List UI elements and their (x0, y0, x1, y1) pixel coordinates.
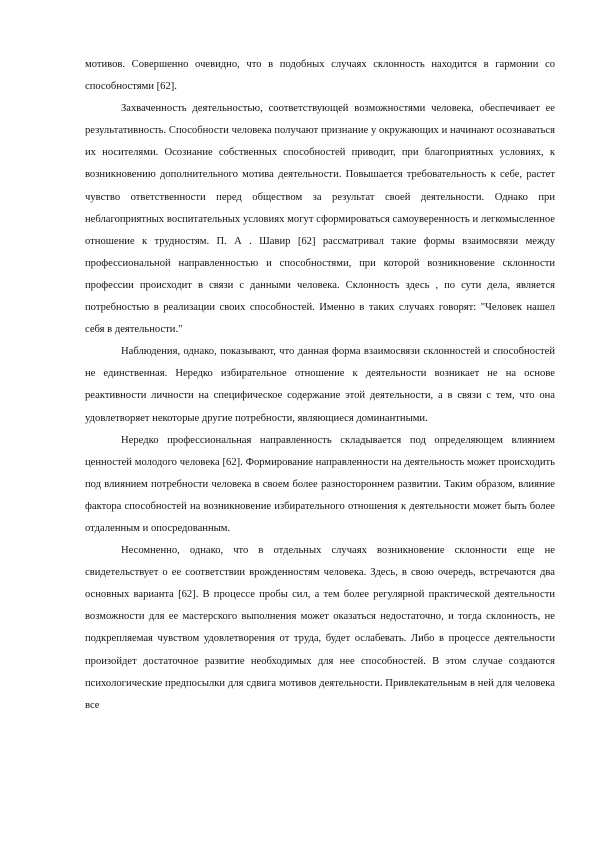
paragraph-1: мотивов. Совершенно очевидно, что в подобных случаях склонность находится в гармонии со способностями [62]. (85, 59, 555, 93)
document-page (85, 54, 555, 717)
paragraph-5: Несомненно, однако, что в отдельных случаях возникновение склонности еще не свидетельствует о ее соответствии врожденностям человека. Здесь, в свою очередь, встречаются два основных варианта [62]. В процессе пробы сил, а тем более регулярной практической деятельности возможности для ее мастерского выполнения может оказаться недостаточно, и тогда склонность, не подкрепляемая чувством удовлетворения от труда, будет ослабевать. Либо в процессе деятельности произойдет достаточное развитие необходимых для нее способностей. В этом случае создаются психологические предпосылки для сдвига мотивов деятельности. Привлекательным в ней для человека все (85, 545, 555, 711)
paragraph-4: Нередко профессиональная направленность складывается под определяющем влиянием ценностей молодого человека [62]. Формирование направленности на деятельность может происходить под влиянием потребности человека в своем более разностороннем развитии. Таким образом, влияние фактора способностей на возникновение избирательного отношения к деятельности может быть более отдаленным и опосредованным. (85, 434, 555, 534)
paragraph-3: Наблюдения, однако, показывают, что данная форма взаимосвязи склонностей и способностей не единственная. Нередко избирательное отношение к деятельности возникает не на основе реактивности личности на специфическое содержание этой деятельности, а в связи с тем, что она удовлетворяет некоторые другие потребности, являющиеся доминантными. (85, 346, 555, 424)
paragraph-2: Захваченность деятельностью, соответствующей возможностями человека, обеспечивает ее результативность. Способности человека получают признание у окружающих и начинают осознаваться их носителями. Осознание собственных способностей приводит, при благоприятных условиях, к возникновению дополнительного мотива деятельности. Повышается требовательность к себе, растет чувство ответственности перед обществом за результат своей деятельности. Однако при неблагоприятных воспитательных условиях могут сформироваться самоуверенность и легкомысленное отношение к трудностям. П. А . Шавир [62] рассматривал такие формы взаимосвязи между профессиональной направленностью и способностями, при которой возникновение склонности профессии происходит в связи с данными человека. Склонность здесь , по сути дела, является потребностью в реализации своих способностей. Именно в таких случаях говорят: "Человек нашел себя в деятельности." (85, 103, 555, 336)
